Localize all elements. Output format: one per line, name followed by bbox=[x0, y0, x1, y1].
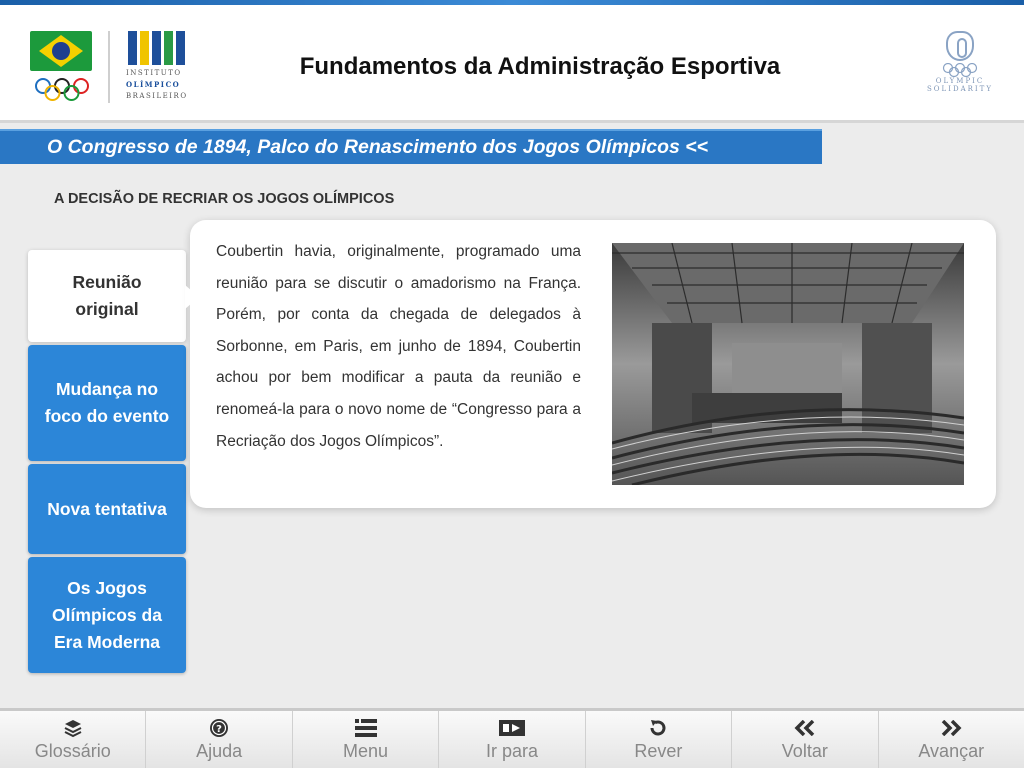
page-title: Fundamentos da Administração Esportiva bbox=[299, 53, 781, 80]
nav-rever-button[interactable] bbox=[586, 711, 732, 768]
nav-glossario-button[interactable] bbox=[0, 711, 146, 768]
nav-label: Avançar bbox=[918, 741, 985, 761]
iob-logo-line-2: OLÍMPICO bbox=[126, 80, 181, 89]
side-menu-item-label: Mudança no foco do evento bbox=[44, 379, 170, 426]
back-icon bbox=[794, 717, 816, 739]
nav-label: Rever bbox=[634, 741, 683, 761]
side-menu-item-nova-tentativa[interactable] bbox=[28, 464, 186, 554]
os-logo-line-1: OLYMPIC bbox=[935, 77, 985, 85]
forward-icon bbox=[940, 717, 962, 739]
nav-label: Voltar bbox=[781, 741, 828, 761]
header-separator bbox=[0, 120, 1024, 123]
section-banner bbox=[0, 129, 822, 164]
header bbox=[0, 5, 1024, 122]
side-menu-item-jogos-era-moderna[interactable] bbox=[28, 557, 186, 673]
content-subheading: A DECISÃO DE RECRIAR OS JOGOS OLÍMPICOS bbox=[54, 191, 395, 207]
content-card bbox=[190, 220, 996, 508]
menu-icon bbox=[355, 717, 377, 739]
nav-label: Menu bbox=[343, 741, 389, 761]
instituto-olimpico-logo bbox=[126, 31, 196, 103]
iob-logo-line-3: BRASILEIRO bbox=[126, 92, 188, 100]
olympic-rings-icon bbox=[34, 77, 90, 103]
side-menu-item-label: Os Jogos Olímpicos da Era Moderna bbox=[52, 577, 162, 652]
nav-menu-button[interactable] bbox=[293, 711, 439, 768]
iob-logo-line-1: INSTITUTO bbox=[126, 69, 182, 77]
side-menu-item-reuniao-original[interactable] bbox=[28, 250, 186, 342]
sorbonne-amphitheatre-photo bbox=[612, 243, 964, 485]
nav-ir-para-button[interactable] bbox=[439, 711, 585, 768]
nav-label: Ajuda bbox=[196, 741, 243, 761]
side-menu-item-label: Reunião original bbox=[72, 272, 142, 319]
nav-label: Ir para bbox=[485, 741, 538, 761]
goto-icon bbox=[499, 717, 525, 739]
replay-icon bbox=[648, 717, 668, 739]
olympic-rings-small-icon bbox=[942, 63, 978, 77]
nav-voltar-button[interactable] bbox=[732, 711, 878, 768]
svg-text:?: ? bbox=[216, 724, 223, 735]
nav-ajuda-button[interactable] bbox=[146, 711, 292, 768]
layers-icon bbox=[63, 717, 83, 739]
side-menu-item-mudanca-no-foco[interactable] bbox=[28, 345, 186, 461]
solidarity-emblem-icon bbox=[946, 31, 974, 61]
nav-avancar-button[interactable] bbox=[879, 711, 1024, 768]
help-icon bbox=[209, 717, 229, 739]
os-logo-line-2: SOLIDARITY bbox=[927, 85, 993, 93]
nav-label: Glossário bbox=[34, 741, 111, 761]
header-divider bbox=[108, 31, 110, 103]
content-paragraph: Coubertin havia, originalmente, programado uma reunião para se discutir o amadorismo na França. Porém, por conta da chegada de delegados à Sorbonne, em Paris, em junho de 1894, Coubertin achou por bem modificar a pauta da reunião e renomeá-la para o novo nome de “Congresso para a Recriação dos Jogos Olímpicos”. bbox=[216, 243, 581, 450]
section-title: O Congresso de 1894, Palco do Renascimento dos Jogos Olímpicos << bbox=[47, 136, 709, 158]
side-menu-item-label: Nova tentativa bbox=[47, 498, 167, 519]
olympic-solidarity-logo bbox=[918, 31, 1002, 107]
bottom-navigation bbox=[0, 708, 1024, 768]
brazil-flag-logo bbox=[30, 31, 92, 71]
